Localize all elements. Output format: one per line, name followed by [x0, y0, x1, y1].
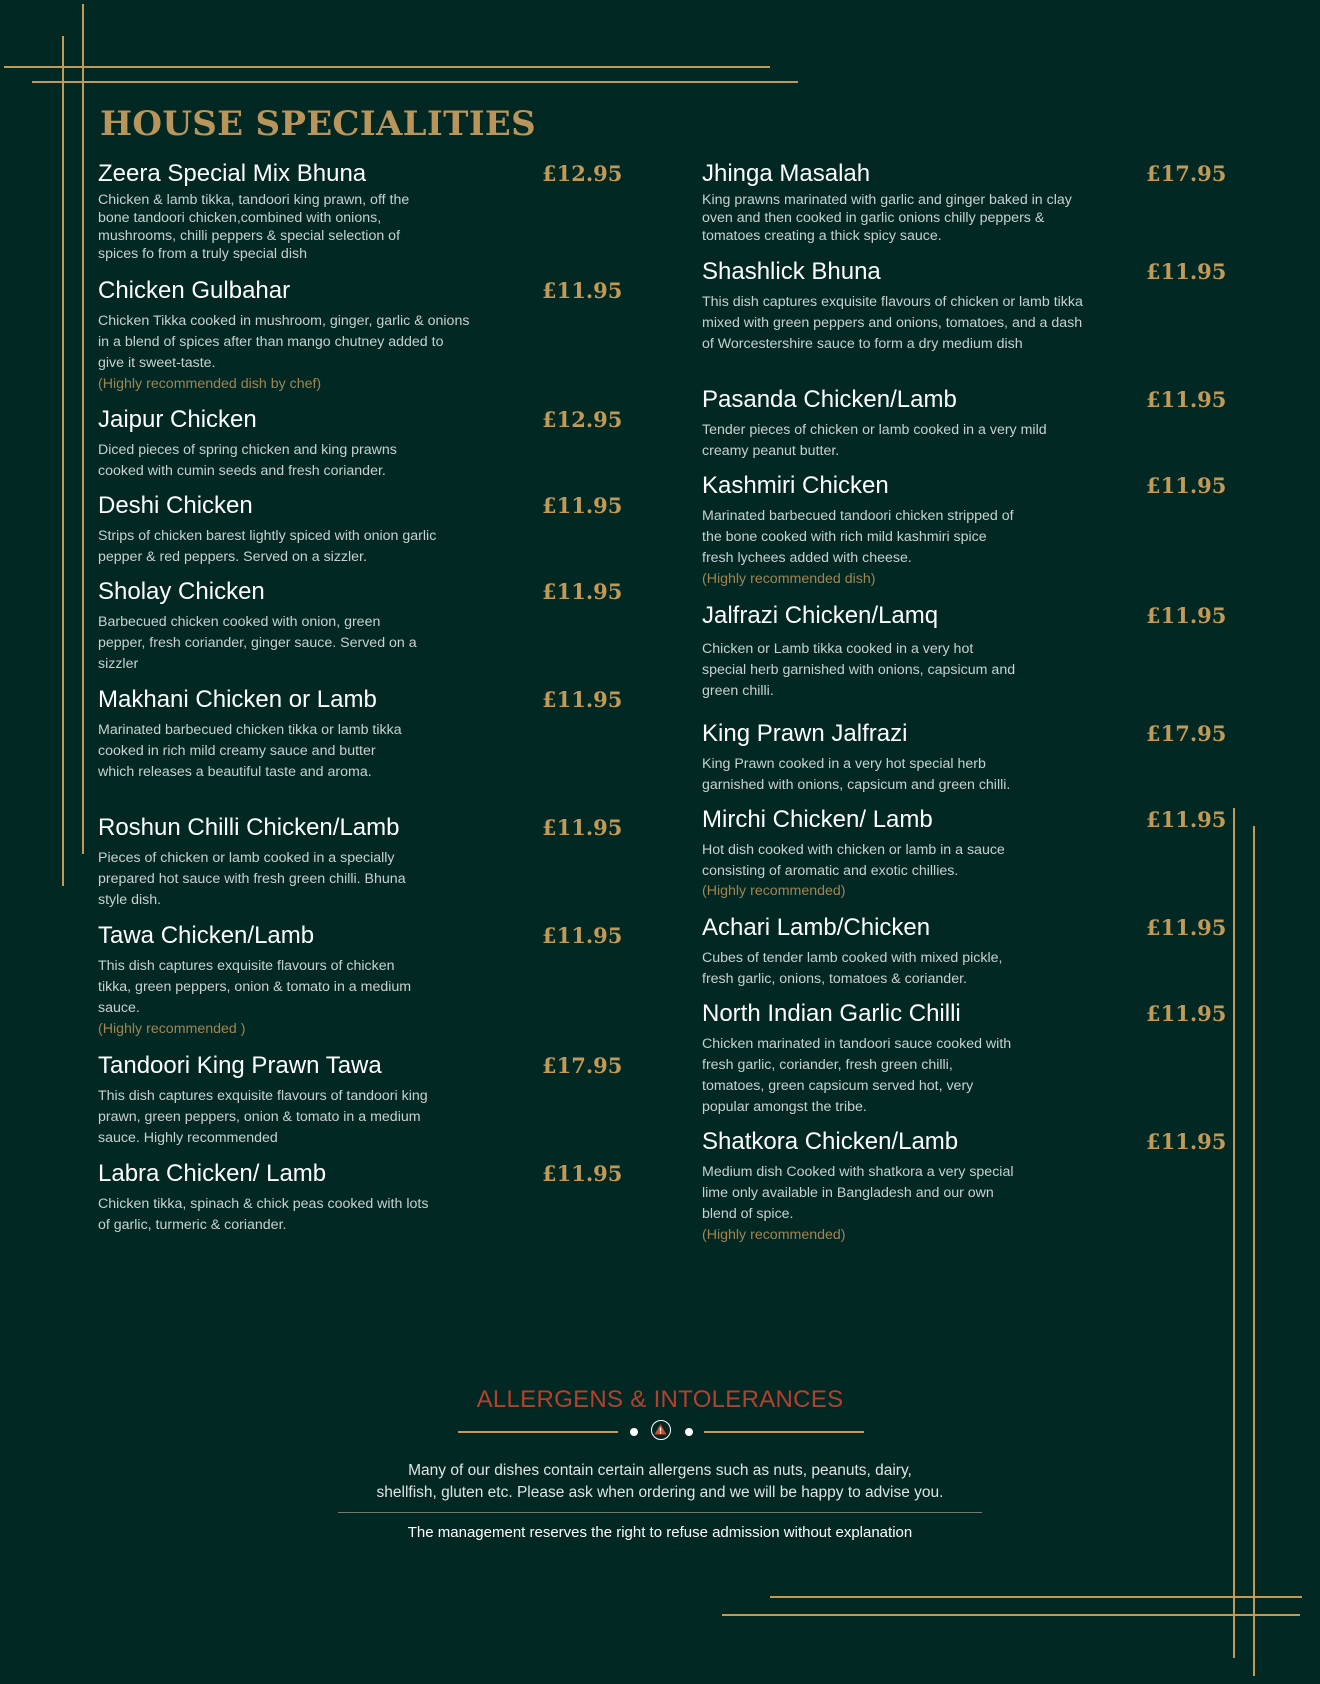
item-description: This dish captures exquisite flavours of chicken tikka, green peppers, onion & tomato in a medium sauce. [98, 958, 412, 1016]
item-name: Tandoori King Prawn Tawa [98, 1052, 382, 1079]
item-price: £11.95 [1146, 473, 1227, 498]
item-description: Pieces of chicken or lamb cooked in a specially prepared hot sauce with fresh green chilli. Bhuna style dish. [98, 850, 406, 908]
item-name: Jalfrazi Chicken/Lamq [702, 602, 939, 629]
item-price: £11.95 [542, 278, 623, 303]
item-name: King Prawn Jalfrazi [702, 720, 908, 747]
item-description: Chicken Tikka cooked in mushroom, ginger, garlic & onions in a blend of spices after than mango chutney added to give it sweet-taste. [98, 313, 470, 371]
allergens-line-1: Many of our dishes contain certain allergens such as nuts, peanuts, dairy, [408, 1462, 912, 1479]
item-description: Marinated barbecued chicken tikka or lamb tikka cooked in rich mild creamy sauce and butter which releases a beautiful taste and aroma. [98, 722, 402, 780]
item-price: £11.95 [542, 923, 623, 948]
item-price: £11.95 [1146, 387, 1227, 412]
item-name: Jaipur Chicken [98, 406, 257, 433]
item-description: Barbecued chicken cooked with onion, green pepper, fresh coriander, ginger sauce. Served on a sizzler [98, 614, 417, 672]
item-price: £11.95 [542, 1161, 623, 1186]
warning-icon [651, 1420, 671, 1440]
frame-line-top-1 [4, 66, 770, 68]
frame-line-top-2 [32, 81, 798, 83]
item-price: £11.95 [1146, 603, 1227, 628]
item-description: This dish captures exquisite flavours of chicken or lamb tikka mixed with green peppers and onions, tomatoes, and a dash of Worcestershire sauce to form a dry medium dish [702, 294, 1083, 352]
item-price: £11.95 [1146, 1129, 1227, 1154]
item-name: Shatkora Chicken/Lamb [702, 1128, 959, 1155]
item-name: Pasanda Chicken/Lamb [702, 386, 957, 413]
item-price: £11.95 [542, 815, 623, 840]
item-description: Tender pieces of chicken or lamb cooked in a very mild creamy peanut butter. [702, 422, 1047, 459]
item-name: Sholay Chicken [98, 578, 265, 605]
item-name: Deshi Chicken [98, 492, 253, 519]
management-notice: The management reserves the right to refuse admission without explanation [407, 1524, 913, 1541]
item-price: £11.95 [542, 687, 623, 712]
item-name: Kashmiri Chicken [702, 472, 889, 499]
item-description: Medium dish Cooked with shatkora a very special lime only available in Bangladesh and our own blend of spice. [702, 1164, 1014, 1222]
allergens-text [0, 1460, 1320, 1504]
item-price: £17.95 [1146, 721, 1227, 746]
item-name: Zeera Special Mix Bhuna [98, 160, 367, 187]
item-name: Shashlick Bhuna [702, 258, 881, 285]
item-description: Diced pieces of spring chicken and king prawns cooked with cumin seeds and fresh coriander. [98, 442, 397, 479]
item-name: Jhinga Masalah [702, 160, 871, 187]
frame-line-bottom-2 [722, 1614, 1300, 1616]
item-description: King Prawn cooked in a very hot special herb garnished with onions, capsicum and green chilli. [702, 756, 1011, 793]
frame-line-left-1 [82, 4, 84, 854]
item-description: Hot dish cooked with chicken or lamb in a sauce consisting of aromatic and exotic chillies. [702, 842, 1005, 879]
ornament-line-left [458, 1431, 618, 1433]
item-description: Marinated barbecued tandoori chicken stripped of the bone cooked with rich mild kashmiri spice fresh lychees added with cheese. [702, 508, 1014, 566]
item-price: £11.95 [1146, 807, 1227, 832]
item-name: Labra Chicken/ Lamb [98, 1160, 327, 1187]
item-price: £11.95 [542, 579, 623, 604]
item-description: King prawns marinated with garlic and ginger baked in clay oven and then cooked in garlic onions chilly peppers & tomatoes creating a thick spicy sauce. [702, 192, 1072, 244]
divider [338, 1512, 982, 1513]
item-description: Chicken or Lamb tikka cooked in a very hot special herb garnished with onions, capsicum and green chilli. [702, 641, 1016, 699]
item-name: Chicken Gulbahar [98, 277, 291, 304]
item-note: (Highly recommended) [702, 1227, 846, 1243]
item-note: (Highly recommended) [702, 883, 846, 899]
item-note: (Highly recommended dish) [702, 571, 876, 587]
ornament-dot-left [630, 1428, 638, 1436]
item-price: £12.95 [542, 407, 623, 432]
item-description: Cubes of tender lamb cooked with mixed pickle, fresh garlic, onions, tomatoes & coriander. [702, 950, 1003, 987]
item-price: £17.95 [1146, 161, 1227, 186]
item-note: (Highly recommended ) [98, 1021, 246, 1037]
item-description: Chicken tikka, spinach & chick peas cooked with lots of garlic, turmeric & coriander. [98, 1196, 429, 1233]
item-note: (Highly recommended dish by chef) [98, 376, 322, 392]
item-price: £11.95 [1146, 259, 1227, 284]
frame-line-bottom-1 [770, 1596, 1302, 1598]
item-name: Roshun Chilli Chicken/Lamb [98, 814, 400, 841]
item-description: Strips of chicken barest lightly spiced with onion garlic pepper & red peppers. Served on a sizzler. [98, 528, 437, 565]
frame-line-right-2 [1253, 826, 1255, 1676]
item-price: £12.95 [542, 161, 623, 186]
item-price: £17.95 [542, 1053, 623, 1078]
frame-line-left-2 [62, 36, 64, 886]
item-description: Chicken & lamb tikka, tandoori king prawn, off the bone tandoori chicken,combined with onions, mushrooms, chilli peppers & special selection of spices fo from a truly special dish [98, 192, 410, 262]
ornament-line-right [704, 1431, 864, 1433]
item-name: Makhani Chicken or Lamb [98, 686, 377, 713]
ornament-dot-right [685, 1428, 693, 1436]
item-name: North Indian Garlic Chilli [702, 1000, 961, 1027]
item-name: Tawa Chicken/Lamb [98, 922, 315, 949]
item-price: £11.95 [1146, 1001, 1227, 1026]
item-name: Achari Lamb/Chicken [702, 914, 931, 941]
item-name: Mirchi Chicken/ Lamb [702, 806, 933, 833]
item-description: Chicken marinated in tandoori sauce cooked with fresh garlic, coriander, fresh green chilli, tomatoes, green capsicum served hot, very popular amongst the tribe. [702, 1036, 1012, 1115]
page-title: HOUSE SPECIALITIES [100, 104, 536, 144]
allergens-line-2: shellfish, gluten etc. Please ask when ordering and we will be happy to advise you. [376, 1484, 944, 1501]
item-description: This dish captures exquisite flavours of tandoori king prawn, green peppers, onion & tomato in a medium sauce. Highly recommended [98, 1088, 428, 1146]
item-price: £11.95 [1146, 915, 1227, 940]
item-price: £11.95 [542, 493, 623, 518]
allergens-title: ALLERGENS & INTOLERANCES [476, 1386, 844, 1413]
